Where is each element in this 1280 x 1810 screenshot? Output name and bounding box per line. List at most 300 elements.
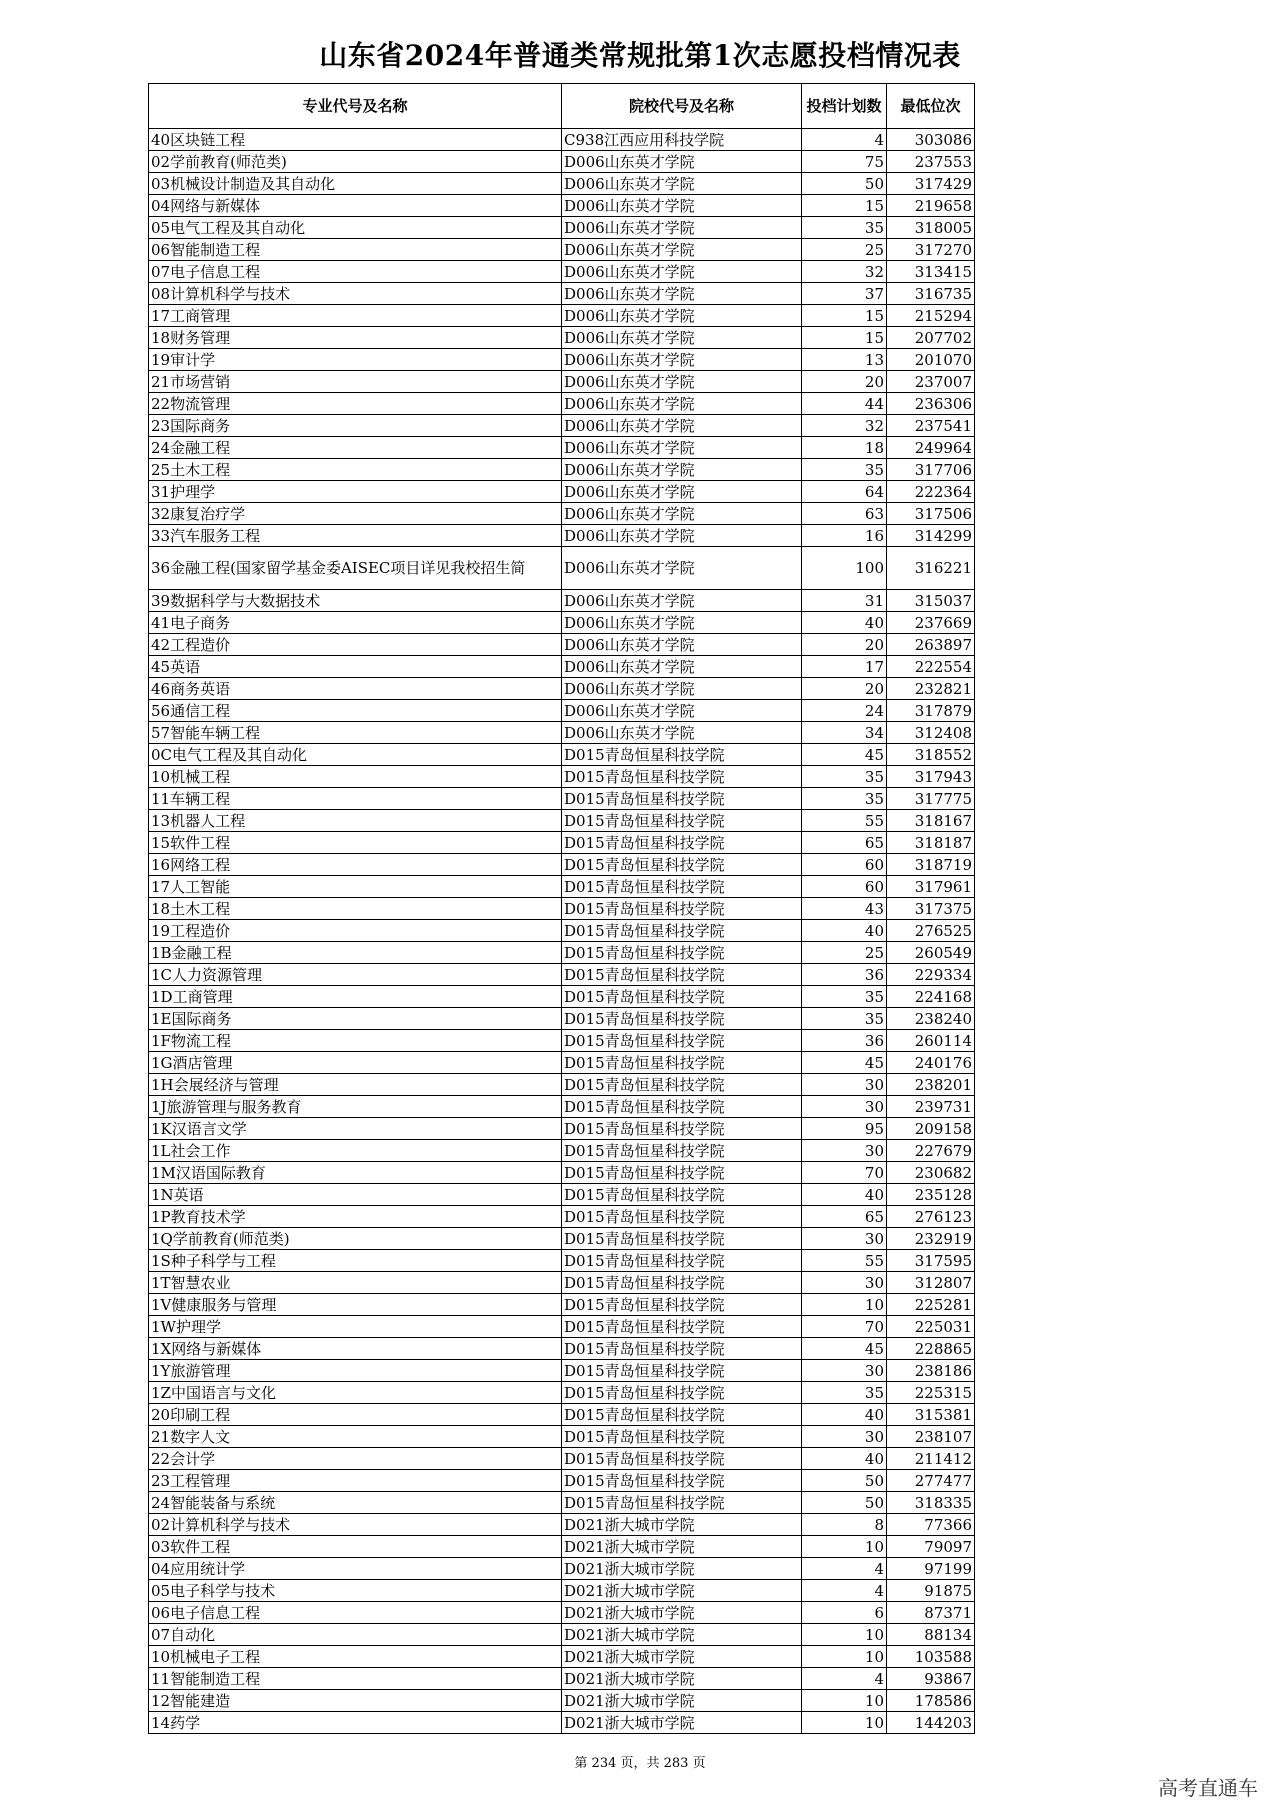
major-cell: 1K汉语言文学 — [149, 1118, 562, 1140]
major-cell: 23工程管理 — [149, 1470, 562, 1492]
table-row — [149, 1646, 975, 1668]
major-cell: 17工商管理 — [149, 305, 562, 327]
major-cell: 1B金融工程 — [149, 942, 562, 964]
table-row — [149, 239, 975, 261]
school-cell: D015青岛恒星科技学院 — [562, 1250, 802, 1272]
min-rank-cell: 237541 — [887, 415, 975, 437]
major-cell: 1W护理学 — [149, 1316, 562, 1338]
school-cell: D006山东英才学院 — [562, 195, 802, 217]
min-rank-cell: 229334 — [887, 964, 975, 986]
school-cell: D021浙大城市学院 — [562, 1690, 802, 1712]
major-cell: 07自动化 — [149, 1624, 562, 1646]
major-cell: 10机械工程 — [149, 766, 562, 788]
min-rank-cell: 238186 — [887, 1360, 975, 1382]
admission-table — [148, 83, 975, 1734]
header-school: 院校代号及名称 — [562, 84, 802, 129]
min-rank-cell: 317775 — [887, 788, 975, 810]
school-cell: D006山东英才学院 — [562, 393, 802, 415]
min-rank-cell: 178586 — [887, 1690, 975, 1712]
table-row — [149, 1206, 975, 1228]
table-row — [149, 1294, 975, 1316]
plan-count-cell: 63 — [802, 503, 887, 525]
header-plan-count: 投档计划数 — [802, 84, 887, 129]
table-row — [149, 876, 975, 898]
school-cell: D015青岛恒星科技学院 — [562, 942, 802, 964]
major-cell: 19工程造价 — [149, 920, 562, 942]
school-cell: D015青岛恒星科技学院 — [562, 1382, 802, 1404]
school-cell: D006山东英才学院 — [562, 239, 802, 261]
school-cell: D006山东英才学院 — [562, 590, 802, 612]
major-cell: 36金融工程(国家留学基金委AISEC项目详见我校招生简 — [149, 547, 562, 590]
school-cell: D015青岛恒星科技学院 — [562, 876, 802, 898]
major-cell: 21数字人文 — [149, 1426, 562, 1448]
school-cell: D015青岛恒星科技学院 — [562, 1030, 802, 1052]
table-row — [149, 173, 975, 195]
table-row — [149, 678, 975, 700]
school-cell: D021浙大城市学院 — [562, 1536, 802, 1558]
school-cell: D006山东英才学院 — [562, 656, 802, 678]
school-cell: D006山东英才学院 — [562, 151, 802, 173]
major-cell: 1N英语 — [149, 1184, 562, 1206]
plan-count-cell: 30 — [802, 1140, 887, 1162]
table-row — [149, 1558, 975, 1580]
table-row — [149, 1404, 975, 1426]
school-cell: D015青岛恒星科技学院 — [562, 1448, 802, 1470]
table-row — [149, 1250, 975, 1272]
plan-count-cell: 32 — [802, 261, 887, 283]
table-row — [149, 964, 975, 986]
major-cell: 10机械电子工程 — [149, 1646, 562, 1668]
table-row — [149, 415, 975, 437]
school-cell: D015青岛恒星科技学院 — [562, 1008, 802, 1030]
school-cell: D006山东英才学院 — [562, 722, 802, 744]
school-cell: D006山东英才学院 — [562, 415, 802, 437]
plan-count-cell: 10 — [802, 1646, 887, 1668]
major-cell: 33汽车服务工程 — [149, 525, 562, 547]
table-row — [149, 942, 975, 964]
min-rank-cell: 219658 — [887, 195, 975, 217]
plan-count-cell: 37 — [802, 283, 887, 305]
major-cell: 1L社会工作 — [149, 1140, 562, 1162]
major-cell: 15软件工程 — [149, 832, 562, 854]
min-rank-cell: 314299 — [887, 525, 975, 547]
plan-count-cell: 35 — [802, 986, 887, 1008]
school-cell: D006山东英才学院 — [562, 305, 802, 327]
min-rank-cell: 317595 — [887, 1250, 975, 1272]
school-cell: D015青岛恒星科技学院 — [562, 788, 802, 810]
plan-count-cell: 70 — [802, 1162, 887, 1184]
plan-count-cell: 15 — [802, 195, 887, 217]
table-row — [149, 1624, 975, 1646]
plan-count-cell: 70 — [802, 1316, 887, 1338]
table-row — [149, 656, 975, 678]
min-rank-cell: 232821 — [887, 678, 975, 700]
plan-count-cell: 6 — [802, 1602, 887, 1624]
major-cell: 32康复治疗学 — [149, 503, 562, 525]
table-row — [149, 305, 975, 327]
plan-count-cell: 24 — [802, 700, 887, 722]
major-cell: 1P教育技术学 — [149, 1206, 562, 1228]
table-row — [149, 1184, 975, 1206]
school-cell: D015青岛恒星科技学院 — [562, 1426, 802, 1448]
min-rank-cell: 318552 — [887, 744, 975, 766]
major-cell: 02计算机科学与技术 — [149, 1514, 562, 1536]
plan-count-cell: 30 — [802, 1360, 887, 1382]
table-row — [149, 1382, 975, 1404]
school-cell: D006山东英才学院 — [562, 634, 802, 656]
plan-count-cell: 45 — [802, 1052, 887, 1074]
plan-count-cell: 60 — [802, 876, 887, 898]
table-row — [149, 217, 975, 239]
plan-count-cell: 30 — [802, 1272, 887, 1294]
min-rank-cell: 207702 — [887, 327, 975, 349]
min-rank-cell: 260549 — [887, 942, 975, 964]
major-cell: 04网络与新媒体 — [149, 195, 562, 217]
school-cell: D006山东英才学院 — [562, 261, 802, 283]
school-cell: D015青岛恒星科技学院 — [562, 1404, 802, 1426]
major-cell: 1Z中国语言与文化 — [149, 1382, 562, 1404]
major-cell: 23国际商务 — [149, 415, 562, 437]
table-row — [149, 832, 975, 854]
plan-count-cell: 60 — [802, 854, 887, 876]
major-cell: 1T智慧农业 — [149, 1272, 562, 1294]
school-cell: D015青岛恒星科技学院 — [562, 854, 802, 876]
major-cell: 0C电气工程及其自动化 — [149, 744, 562, 766]
plan-count-cell: 55 — [802, 810, 887, 832]
min-rank-cell: 303086 — [887, 129, 975, 151]
min-rank-cell: 209158 — [887, 1118, 975, 1140]
plan-count-cell: 75 — [802, 151, 887, 173]
major-cell: 16网络工程 — [149, 854, 562, 876]
min-rank-cell: 222554 — [887, 656, 975, 678]
major-cell: 12智能建造 — [149, 1690, 562, 1712]
table-row — [149, 129, 975, 151]
watermark: 高考直通车 — [1158, 1776, 1258, 1800]
table-body — [149, 129, 975, 1734]
major-cell: 02学前教育(师范类) — [149, 151, 562, 173]
major-cell: 56通信工程 — [149, 700, 562, 722]
major-cell: 24智能装备与系统 — [149, 1492, 562, 1514]
major-cell: 05电气工程及其自动化 — [149, 217, 562, 239]
min-rank-cell: 317375 — [887, 898, 975, 920]
document-title: 山东省2024年普通类常规批第1次志愿投档情况表 — [319, 39, 961, 72]
plan-count-cell: 45 — [802, 1338, 887, 1360]
min-rank-cell: 235128 — [887, 1184, 975, 1206]
table-row — [149, 327, 975, 349]
major-cell: 05电子科学与技术 — [149, 1580, 562, 1602]
plan-count-cell: 20 — [802, 634, 887, 656]
school-cell: D006山东英才学院 — [562, 700, 802, 722]
school-cell: C938江西应用科技学院 — [562, 129, 802, 151]
min-rank-cell: 87371 — [887, 1602, 975, 1624]
school-cell: D015青岛恒星科技学院 — [562, 1140, 802, 1162]
school-cell: D021浙大城市学院 — [562, 1712, 802, 1734]
min-rank-cell: 240176 — [887, 1052, 975, 1074]
min-rank-cell: 93867 — [887, 1668, 975, 1690]
major-cell: 14药学 — [149, 1712, 562, 1734]
school-cell: D006山东英才学院 — [562, 481, 802, 503]
school-cell: D015青岛恒星科技学院 — [562, 1162, 802, 1184]
major-cell: 08计算机科学与技术 — [149, 283, 562, 305]
table-row — [149, 788, 975, 810]
plan-count-cell: 31 — [802, 590, 887, 612]
min-rank-cell: 277477 — [887, 1470, 975, 1492]
school-cell: D015青岛恒星科技学院 — [562, 1338, 802, 1360]
major-cell: 06电子信息工程 — [149, 1602, 562, 1624]
min-rank-cell: 97199 — [887, 1558, 975, 1580]
major-cell: 1Y旅游管理 — [149, 1360, 562, 1382]
table-row — [149, 590, 975, 612]
table-row — [149, 1272, 975, 1294]
school-cell: D021浙大城市学院 — [562, 1580, 802, 1602]
major-cell: 1X网络与新媒体 — [149, 1338, 562, 1360]
min-rank-cell: 317706 — [887, 459, 975, 481]
school-cell: D006山东英才学院 — [562, 173, 802, 195]
min-rank-cell: 249964 — [887, 437, 975, 459]
table-row — [149, 1536, 975, 1558]
school-cell: D021浙大城市学院 — [562, 1624, 802, 1646]
min-rank-cell: 263897 — [887, 634, 975, 656]
table-row — [149, 261, 975, 283]
major-cell: 42工程造价 — [149, 634, 562, 656]
major-cell: 03软件工程 — [149, 1536, 562, 1558]
plan-count-cell: 36 — [802, 964, 887, 986]
table-row — [149, 898, 975, 920]
min-rank-cell: 317429 — [887, 173, 975, 195]
major-cell: 11智能制造工程 — [149, 1668, 562, 1690]
plan-count-cell: 8 — [802, 1514, 887, 1536]
school-cell: D015青岛恒星科技学院 — [562, 1206, 802, 1228]
school-cell: D015青岛恒星科技学院 — [562, 766, 802, 788]
school-cell: D015青岛恒星科技学院 — [562, 1184, 802, 1206]
plan-count-cell: 20 — [802, 371, 887, 393]
header-min-rank: 最低位次 — [887, 84, 975, 129]
major-cell: 1E国际商务 — [149, 1008, 562, 1030]
plan-count-cell: 45 — [802, 744, 887, 766]
table-row — [149, 1492, 975, 1514]
school-cell: D006山东英才学院 — [562, 217, 802, 239]
table-row — [149, 151, 975, 173]
plan-count-cell: 100 — [802, 547, 887, 590]
major-cell: 31护理学 — [149, 481, 562, 503]
major-cell: 1C人力资源管理 — [149, 964, 562, 986]
major-cell: 03机械设计制造及其自动化 — [149, 173, 562, 195]
min-rank-cell: 225281 — [887, 1294, 975, 1316]
table-row — [149, 283, 975, 305]
table-row — [149, 1470, 975, 1492]
major-cell: 1H会展经济与管理 — [149, 1074, 562, 1096]
min-rank-cell: 316221 — [887, 547, 975, 590]
min-rank-cell: 276525 — [887, 920, 975, 942]
major-cell: 21市场营销 — [149, 371, 562, 393]
school-cell: D021浙大城市学院 — [562, 1558, 802, 1580]
major-cell: 1G酒店管理 — [149, 1052, 562, 1074]
min-rank-cell: 88134 — [887, 1624, 975, 1646]
major-cell: 18土木工程 — [149, 898, 562, 920]
min-rank-cell: 224168 — [887, 986, 975, 1008]
min-rank-cell: 315037 — [887, 590, 975, 612]
min-rank-cell: 318005 — [887, 217, 975, 239]
table-row — [149, 1668, 975, 1690]
plan-count-cell: 10 — [802, 1690, 887, 1712]
plan-count-cell: 20 — [802, 678, 887, 700]
major-cell: 07电子信息工程 — [149, 261, 562, 283]
plan-count-cell: 10 — [802, 1624, 887, 1646]
school-cell: D015青岛恒星科技学院 — [562, 1052, 802, 1074]
table-row — [149, 1008, 975, 1030]
major-cell: 13机器人工程 — [149, 810, 562, 832]
min-rank-cell: 215294 — [887, 305, 975, 327]
min-rank-cell: 225031 — [887, 1316, 975, 1338]
major-cell: 1V健康服务与管理 — [149, 1294, 562, 1316]
table-row — [149, 1690, 975, 1712]
min-rank-cell: 239731 — [887, 1096, 975, 1118]
plan-count-cell: 32 — [802, 415, 887, 437]
min-rank-cell: 318719 — [887, 854, 975, 876]
table-row — [149, 1712, 975, 1734]
header-major: 专业代号及名称 — [149, 84, 562, 129]
plan-count-cell: 4 — [802, 1558, 887, 1580]
min-rank-cell: 79097 — [887, 1536, 975, 1558]
table-row — [149, 612, 975, 634]
min-rank-cell: 313415 — [887, 261, 975, 283]
min-rank-cell: 228865 — [887, 1338, 975, 1360]
major-cell: 06智能制造工程 — [149, 239, 562, 261]
table-row — [149, 986, 975, 1008]
plan-count-cell: 34 — [802, 722, 887, 744]
plan-count-cell: 36 — [802, 1030, 887, 1052]
plan-count-cell: 35 — [802, 1008, 887, 1030]
plan-count-cell: 55 — [802, 1250, 887, 1272]
min-rank-cell: 312807 — [887, 1272, 975, 1294]
major-cell: 41电子商务 — [149, 612, 562, 634]
table-row — [149, 459, 975, 481]
major-cell: 04应用统计学 — [149, 1558, 562, 1580]
plan-count-cell: 25 — [802, 942, 887, 964]
school-cell: D015青岛恒星科技学院 — [562, 986, 802, 1008]
table-row — [149, 1360, 975, 1382]
plan-count-cell: 17 — [802, 656, 887, 678]
plan-count-cell: 18 — [802, 437, 887, 459]
min-rank-cell: 225315 — [887, 1382, 975, 1404]
school-cell: D015青岛恒星科技学院 — [562, 810, 802, 832]
school-cell: D021浙大城市学院 — [562, 1668, 802, 1690]
min-rank-cell: 232919 — [887, 1228, 975, 1250]
min-rank-cell: 317270 — [887, 239, 975, 261]
school-cell: D021浙大城市学院 — [562, 1602, 802, 1624]
table-row — [149, 1338, 975, 1360]
min-rank-cell: 238201 — [887, 1074, 975, 1096]
plan-count-cell: 40 — [802, 1184, 887, 1206]
school-cell: D015青岛恒星科技学院 — [562, 1492, 802, 1514]
school-cell: D006山东英才学院 — [562, 349, 802, 371]
major-cell: 57智能车辆工程 — [149, 722, 562, 744]
major-cell: 1J旅游管理与服务教育 — [149, 1096, 562, 1118]
plan-count-cell: 44 — [802, 393, 887, 415]
table-row — [149, 810, 975, 832]
major-cell: 22会计学 — [149, 1448, 562, 1470]
major-cell: 40区块链工程 — [149, 129, 562, 151]
table-row — [149, 1580, 975, 1602]
table-header-row — [149, 84, 975, 129]
school-cell: D006山东英才学院 — [562, 459, 802, 481]
min-rank-cell: 318187 — [887, 832, 975, 854]
school-cell: D015青岛恒星科技学院 — [562, 1470, 802, 1492]
school-cell: D015青岛恒星科技学院 — [562, 744, 802, 766]
major-cell: 11车辆工程 — [149, 788, 562, 810]
major-cell: 1Q学前教育(师范类) — [149, 1228, 562, 1250]
school-cell: D015青岛恒星科技学院 — [562, 1316, 802, 1338]
min-rank-cell: 237007 — [887, 371, 975, 393]
plan-count-cell: 50 — [802, 1470, 887, 1492]
min-rank-cell: 236306 — [887, 393, 975, 415]
table-row — [149, 1228, 975, 1250]
major-cell: 18财务管理 — [149, 327, 562, 349]
plan-count-cell: 35 — [802, 766, 887, 788]
plan-count-cell: 40 — [802, 1448, 887, 1470]
min-rank-cell: 211412 — [887, 1448, 975, 1470]
min-rank-cell: 317943 — [887, 766, 975, 788]
major-cell: 1F物流工程 — [149, 1030, 562, 1052]
major-cell: 46商务英语 — [149, 678, 562, 700]
table-row — [149, 744, 975, 766]
plan-count-cell: 35 — [802, 788, 887, 810]
min-rank-cell: 315381 — [887, 1404, 975, 1426]
min-rank-cell: 260114 — [887, 1030, 975, 1052]
plan-count-cell: 65 — [802, 1206, 887, 1228]
plan-count-cell: 10 — [802, 1536, 887, 1558]
major-cell: 25土木工程 — [149, 459, 562, 481]
page-footer: 第 234 页，共 283 页 — [574, 1756, 706, 1771]
table-row — [149, 503, 975, 525]
school-cell: D006山东英才学院 — [562, 547, 802, 590]
school-cell: D015青岛恒星科技学院 — [562, 964, 802, 986]
table-row — [149, 393, 975, 415]
table-row — [149, 1602, 975, 1624]
min-rank-cell: 103588 — [887, 1646, 975, 1668]
school-cell: D006山东英才学院 — [562, 525, 802, 547]
plan-count-cell: 50 — [802, 173, 887, 195]
min-rank-cell: 276123 — [887, 1206, 975, 1228]
plan-count-cell: 40 — [802, 1404, 887, 1426]
table-row — [149, 1118, 975, 1140]
table-row — [149, 766, 975, 788]
table-row — [149, 722, 975, 744]
min-rank-cell: 230682 — [887, 1162, 975, 1184]
school-cell: D015青岛恒星科技学院 — [562, 1294, 802, 1316]
school-cell: D006山东英才学院 — [562, 283, 802, 305]
table-row — [149, 547, 975, 590]
min-rank-cell: 237669 — [887, 612, 975, 634]
plan-count-cell: 15 — [802, 327, 887, 349]
plan-count-cell: 10 — [802, 1712, 887, 1734]
plan-count-cell: 30 — [802, 1074, 887, 1096]
table-row — [149, 195, 975, 217]
table-row — [149, 1074, 975, 1096]
table-row — [149, 525, 975, 547]
table-row — [149, 920, 975, 942]
school-cell: D006山东英才学院 — [562, 437, 802, 459]
major-cell: 39数据科学与大数据技术 — [149, 590, 562, 612]
school-cell: D021浙大城市学院 — [562, 1514, 802, 1536]
table-row — [149, 1030, 975, 1052]
min-rank-cell: 201070 — [887, 349, 975, 371]
plan-count-cell: 50 — [802, 1492, 887, 1514]
table-row — [149, 1140, 975, 1162]
major-cell: 19审计学 — [149, 349, 562, 371]
min-rank-cell: 222364 — [887, 481, 975, 503]
school-cell: D015青岛恒星科技学院 — [562, 1272, 802, 1294]
